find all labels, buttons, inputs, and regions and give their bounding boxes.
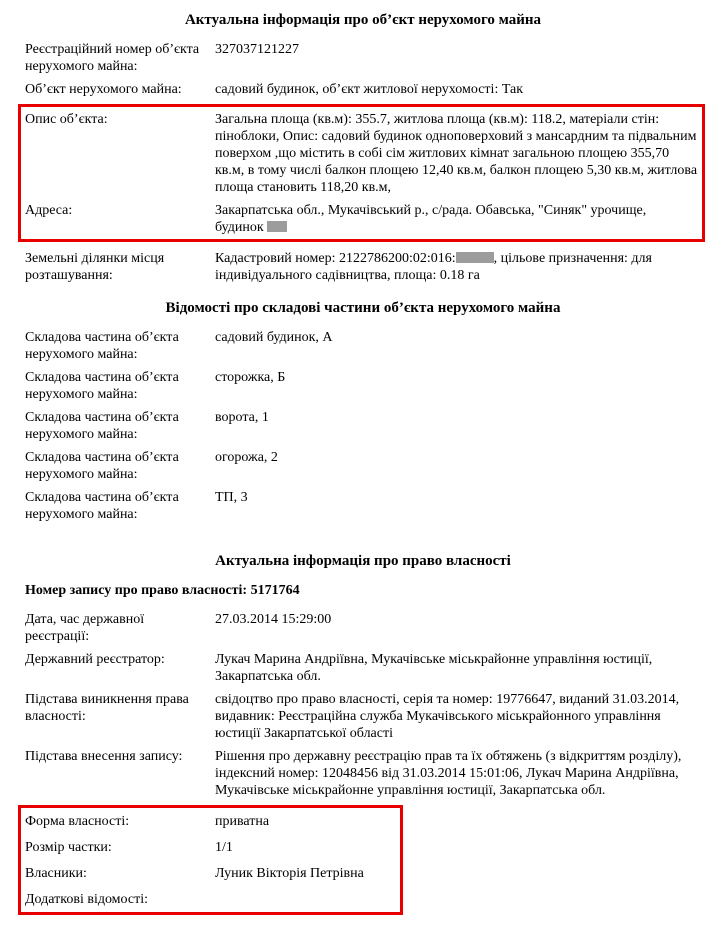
field-value: 1/1	[215, 840, 233, 855]
field-label: Власники:	[25, 866, 87, 881]
field-label: Складова частина об’єкта нерухомого майна:	[25, 490, 179, 522]
field-row-component	[25, 409, 701, 443]
field-row-ownership-form	[25, 813, 396, 830]
field-row-component	[25, 489, 701, 523]
field-value: огорожа, 2	[215, 450, 278, 465]
field-row-component	[25, 369, 701, 403]
field-label: Дата, час державної реєстрації:	[25, 612, 145, 644]
field-value: ворота, 1	[215, 410, 269, 425]
field-label: Підстава виникнення права власності:	[25, 692, 189, 724]
cadastral-text: Кадастровий номер: 2122786200:02:016:	[215, 251, 456, 266]
field-row-share-size	[25, 839, 396, 856]
field-row-registration-number	[25, 41, 701, 75]
field-value: приватна	[215, 814, 270, 829]
field-label: Додаткові відомості:	[25, 892, 149, 907]
field-value: Луник Вікторія Петрівна	[215, 866, 364, 881]
field-value: Загальна площа (кв.м): 355.7, житлова площа (кв.м): 118.2, матеріали стін: піноблоки, Опис: садовий будинок одноповерховий з мансардним та підвальним поверхом ,що містить в собі сім житлових кімнат загальною площею 355,70 кв.м, в тому числі балкон площею 12,40 кв.м, балкон площею 5,30 кв.м, житлова площа становить 118,20 кв.м,	[215, 112, 698, 195]
field-label: Складова частина об’єкта нерухомого майна:	[25, 450, 179, 482]
field-value: свідоцтво про право власності, серія та номер: 19776647, виданий 31.03.2014, видавник: Реєстраційна служба Мукачівського міськрайонного управління юстиції Закарпатської області	[215, 692, 680, 741]
field-row-object	[25, 81, 701, 98]
field-label: Земельні ділянки місця розташування:	[25, 251, 165, 283]
field-row-owners	[25, 865, 396, 882]
field-row-description	[25, 111, 698, 196]
field-row-additional-info	[25, 891, 396, 908]
field-row-component	[25, 329, 701, 363]
field-label: Реєстраційний номер об’єкта нерухомого майна:	[25, 42, 200, 74]
field-value: ТП, 3	[215, 490, 248, 505]
field-row-registrar	[25, 651, 701, 685]
field-row-basis-entry	[25, 748, 701, 799]
field-label: Державний реєстратор:	[25, 652, 165, 667]
field-value: 27.03.2014 15:29:00	[215, 612, 332, 627]
field-value: садовий будинок, А	[215, 330, 333, 345]
field-label: Адреса:	[25, 203, 73, 218]
field-value	[215, 891, 396, 908]
cadastral-text-after: , цільове призначення: для індивідуального садівництва, площа: 0.18 га	[215, 251, 652, 283]
ownership-section-title: Актуальна інформація про право власності	[215, 553, 511, 569]
field-label: Складова частина об’єкта нерухомого майна:	[25, 330, 179, 362]
field-value	[215, 202, 698, 236]
highlight-box-description-address	[18, 104, 705, 242]
field-row-address	[25, 202, 698, 236]
address-text: Закарпатська обл., Мукачівський р., с/рада. Обавська, "Синяк" урочище, будинок	[215, 203, 647, 235]
field-value: садовий будинок, об’єкт житлової нерухомості: Так	[215, 82, 524, 97]
field-label: Складова частина об’єкта нерухомого майна:	[25, 410, 179, 442]
redaction-block	[456, 252, 494, 263]
highlight-box-ownership-details	[18, 805, 403, 915]
field-row-basis-origin	[25, 691, 701, 742]
object-section-title: Актуальна інформація про об’єкт нерухомого майна	[184, 12, 542, 28]
field-value: Лукач Марина Андріївна, Мукачівське міськрайонне управління юстиції, Закарпатська обл.	[215, 652, 653, 684]
components-section-title: Відомості про складові частини об’єкта нерухомого майна	[165, 300, 561, 316]
field-label: Об’єкт нерухомого майна:	[25, 82, 182, 97]
field-label: Підстава внесення запису:	[25, 749, 183, 764]
field-value: Рішення про державну реєстрацію прав та їх обтяжень (з відкриттям розділу), індексний номер: 12048456 від 31.03.2014 15:01:06, Лукач Марина Андріївна, Мукачівське міськрайонне управління юстиції, Закарпатська обл.	[215, 749, 682, 798]
field-label: Опис об’єкта:	[25, 112, 108, 127]
field-value: сторожка, Б	[215, 370, 286, 385]
ownership-record-number: Номер запису про право власності: 5171764	[25, 583, 300, 598]
field-value	[215, 250, 701, 284]
field-label: Форма власності:	[25, 814, 130, 829]
field-row-land-parcels	[25, 250, 701, 284]
field-value: 327037121227	[215, 42, 299, 57]
field-row-registration-date	[25, 611, 701, 645]
field-label: Складова частина об’єкта нерухомого майна:	[25, 370, 179, 402]
redaction-block	[267, 221, 287, 232]
field-row-component	[25, 449, 701, 483]
field-label: Розмір частки:	[25, 840, 112, 855]
